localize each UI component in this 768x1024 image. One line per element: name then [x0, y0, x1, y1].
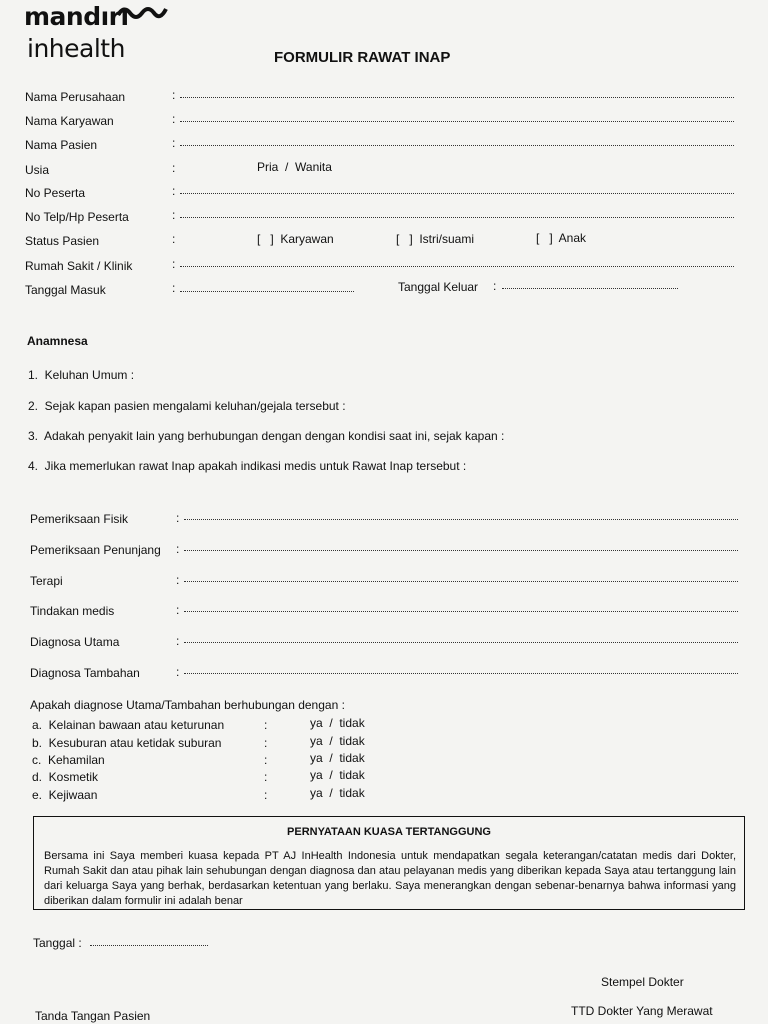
label-usia: Usia	[25, 163, 50, 177]
colon: :	[172, 232, 176, 246]
diagnosis-question: Apakah diagnose Utama/Tambahan berhubungan dengan :	[30, 698, 345, 712]
gender-choice[interactable]: Pria / Wanita	[257, 160, 332, 174]
logo-brand: mandırı	[24, 2, 129, 31]
colon: :	[172, 281, 176, 295]
answer-e[interactable]: ya / tidak	[310, 786, 365, 800]
diagnosis-item-d: d. Kosmetik	[32, 770, 99, 784]
status-option-istri-suami[interactable]: [ ] Istri/suami	[396, 232, 475, 246]
field-diagnosa-utama[interactable]	[184, 641, 738, 643]
anamnesa-heading: Anamnesa	[27, 334, 88, 348]
field-terapi[interactable]	[184, 580, 738, 582]
answer-b[interactable]: ya / tidak	[310, 734, 365, 748]
answer-d[interactable]: ya / tidak	[310, 768, 365, 782]
field-no-telp[interactable]	[180, 216, 734, 218]
ttd-pasien-label: Tanda Tangan Pasien	[35, 1009, 151, 1023]
logo-sub: inhealth	[27, 34, 125, 63]
question-4: 4. Jika memerlukan rawat Inap apakah indikasi medis untuk Rawat Inap tersebut :	[28, 459, 467, 473]
colon: :	[172, 88, 176, 102]
label-no-telp: No Telp/Hp Peserta	[25, 210, 129, 224]
label-status-pasien: Status Pasien	[25, 234, 100, 248]
statement-box	[33, 816, 745, 910]
colon: :	[176, 634, 180, 648]
label-nama-pasien: Nama Pasien	[25, 138, 98, 152]
diagnosis-item-b: b. Kesuburan atau ketidak suburan	[32, 736, 222, 750]
colon: :	[176, 665, 180, 679]
statement-title: PERNYATAAN KUASA TERTANGGUNG	[287, 826, 491, 838]
field-pemeriksaan-fisik[interactable]	[184, 518, 738, 520]
question-1: 1. Keluhan Umum :	[28, 368, 135, 382]
label-tindakan-medis: Tindakan medis	[30, 604, 115, 618]
label-nama-karyawan: Nama Karyawan	[25, 114, 114, 128]
label-no-peserta: No Peserta	[25, 186, 86, 200]
field-nama-pasien[interactable]	[180, 144, 734, 146]
status-option-anak[interactable]: [ ] Anak	[536, 231, 587, 245]
ttd-dokter-label: TTD Dokter Yang Merawat	[571, 1004, 713, 1018]
field-tindakan-medis[interactable]	[184, 610, 738, 612]
colon: :	[172, 112, 176, 126]
answer-c[interactable]: ya / tidak	[310, 751, 365, 765]
colon: :	[176, 511, 180, 525]
colon: :	[264, 718, 268, 732]
label-nama-perusahaan: Nama Perusahaan	[25, 90, 126, 104]
label-diagnosa-utama: Diagnosa Utama	[30, 635, 120, 649]
field-tanggal[interactable]	[90, 944, 208, 946]
form-title: FORMULIR RAWAT INAP	[274, 49, 451, 66]
diagnosis-item-e: e. Kejiwaan	[32, 788, 98, 802]
label-tanggal: Tanggal :	[33, 936, 82, 950]
status-option-karyawan[interactable]: [ ] Karyawan	[257, 232, 334, 246]
field-tanggal-keluar[interactable]	[502, 287, 678, 289]
field-nama-karyawan[interactable]	[180, 120, 734, 122]
label-tanggal-masuk: Tanggal Masuk	[25, 283, 106, 297]
field-tanggal-masuk[interactable]	[180, 290, 354, 292]
colon: :	[176, 603, 180, 617]
colon: :	[176, 573, 180, 587]
colon: :	[264, 753, 268, 767]
label-terapi: Terapi	[30, 574, 63, 588]
colon: :	[264, 788, 268, 802]
colon: :	[172, 257, 176, 271]
question-3: 3. Adakah penyakit lain yang berhubungan dengan dengan kondisi saat ini, sejak kapan :	[28, 429, 505, 443]
colon: :	[172, 208, 176, 222]
label-diagnosa-tambahan: Diagnosa Tambahan	[30, 666, 140, 680]
label-rumah-sakit: Rumah Sakit / Klinik	[25, 259, 133, 273]
statement-text: Bersama ini Saya memberi kuasa kepada PT AJ InHealth Indonesia untuk mendapatkan segala keterangan/catatan medis dari Dokter, Rumah Sakit dan atau pihak lain sehubungan dengan diagnosa dan atau pelayanan medis yang diberikan kepada Saya atau tertanggung lain dari keluarga Saya yang berhak, berdasarkan ketentuan yang berlaku. Saya menerangkan dengan sebenar-benarnya bahwa informasi yang diberikan dalam formulir ini adalah benar	[44, 850, 736, 907]
colon: :	[172, 161, 176, 175]
field-pemeriksaan-penunjang[interactable]	[184, 549, 738, 551]
colon: :	[264, 770, 268, 784]
stempel-dokter-label: Stempel Dokter	[601, 975, 684, 989]
colon: :	[493, 279, 497, 293]
question-2: 2. Sejak kapan pasien mengalami keluhan/gejala tersebut :	[28, 399, 346, 413]
field-nama-perusahaan[interactable]	[180, 96, 734, 98]
label-pemeriksaan-penunjang: Pemeriksaan Penunjang	[30, 543, 161, 557]
colon: :	[172, 136, 176, 150]
colon: :	[264, 736, 268, 750]
diagnosis-item-c: c. Kehamilan	[32, 753, 105, 767]
colon: :	[172, 184, 176, 198]
label-tanggal-keluar: Tanggal Keluar	[398, 280, 479, 294]
field-rumah-sakit[interactable]	[180, 265, 734, 267]
colon: :	[176, 542, 180, 556]
diagnosis-item-a: a. Kelainan bawaan atau keturunan	[32, 718, 225, 732]
field-no-peserta[interactable]	[180, 192, 734, 194]
field-diagnosa-tambahan[interactable]	[184, 672, 738, 674]
label-pemeriksaan-fisik: Pemeriksaan Fisik	[30, 512, 129, 526]
answer-a[interactable]: ya / tidak	[310, 716, 365, 730]
logo-wave-icon	[118, 3, 168, 23]
